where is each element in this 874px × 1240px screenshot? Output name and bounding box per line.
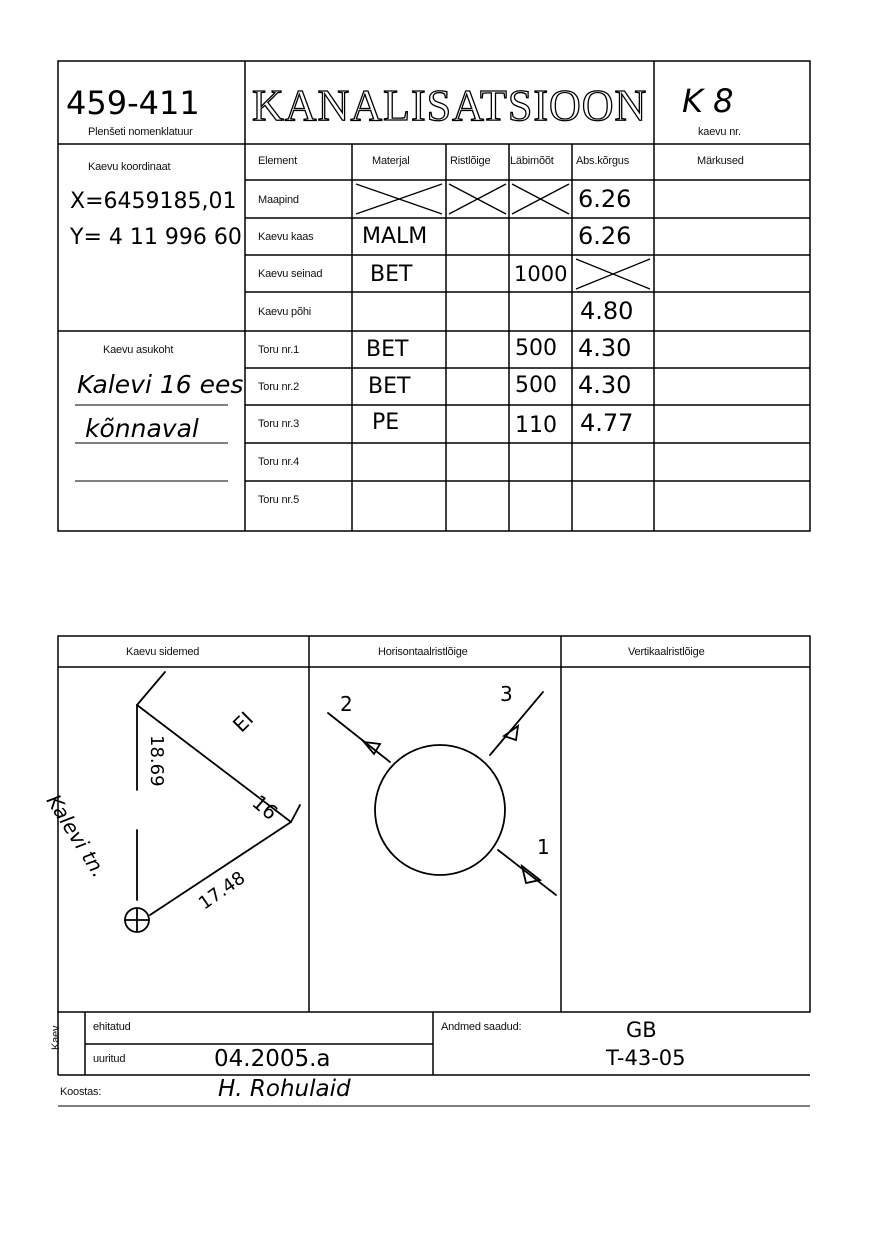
well-number-value: K 8 — [682, 82, 734, 120]
table-cell-materjal: PE — [372, 410, 400, 435]
coordinate-y: Y= 4 11 996 60 — [70, 225, 242, 250]
location-label: Kaevu asukoht — [103, 344, 174, 356]
table-cell-materjal: MALM — [362, 224, 428, 249]
footer-surveyed-label: uuritud — [93, 1053, 126, 1065]
table-row-element: Toru nr.1 — [258, 344, 300, 356]
col-header-materjal: Materjal — [372, 155, 410, 167]
table-cell-labimoot: 500 — [515, 336, 557, 361]
table-cell-labimoot: 110 — [515, 413, 557, 438]
footer-side-label: Kaev — [50, 1025, 62, 1050]
col-header-element: Element — [258, 155, 297, 167]
table-row-element: Toru nr.4 — [258, 456, 300, 468]
table-row-element: Toru nr.5 — [258, 494, 300, 506]
footer-data-label: Andmed saadud: — [441, 1021, 522, 1033]
table-cell-materjal: BET — [366, 337, 409, 362]
footer-author-label: Koostas: — [60, 1086, 102, 1098]
location-line-2: kõnnaval — [85, 414, 199, 443]
street-name: Kalevi tn. — [41, 790, 112, 882]
panel-title-links: Kaevu sidemed — [126, 646, 200, 658]
nomenclature-label: Plenšeti nomenklatuur — [88, 126, 193, 138]
table-cell-abs: 6.26 — [578, 185, 632, 213]
table-row-element: Kaevu põhi — [258, 306, 312, 318]
pipe-3-label: 3 — [500, 682, 513, 706]
house-label-a: EI — [228, 706, 259, 737]
col-header-abs-korgus: Abs.kõrgus — [576, 155, 630, 167]
table-cell-abs: 6.26 — [578, 222, 632, 250]
table-cell-abs: 4.30 — [578, 371, 632, 399]
panel-title-horizontal: Horisontaalristlõige — [378, 646, 468, 658]
table-cell-labimoot: 1000 — [514, 262, 568, 286]
footer-surveyed-value: 04.2005.a — [214, 1046, 331, 1072]
coordinates-label: Kaevu koordinaat — [88, 161, 171, 173]
pipe-2-label: 2 — [340, 692, 353, 716]
nomenclature-value: 459-411 — [66, 84, 200, 122]
table-row-element: Toru nr.3 — [258, 418, 300, 430]
col-header-labimoot: Läbimõõt — [510, 155, 554, 167]
well-cross-section-circle — [375, 745, 505, 875]
table-cell-labimoot: 500 — [515, 373, 557, 398]
coordinate-x: X=6459185,01 — [70, 189, 237, 214]
distance-1: 18.69 — [146, 735, 167, 787]
house-label-b: 16 — [247, 790, 283, 825]
footer-author-value: H. Rohulaid — [218, 1076, 351, 1102]
form-title: KANALISATSIOON — [252, 81, 648, 130]
table-row-element: Toru nr.2 — [258, 381, 300, 393]
table-cell-abs: 4.80 — [580, 297, 634, 325]
table-cell-abs: 4.30 — [578, 334, 632, 362]
table-cell-abs: 4.77 — [580, 409, 634, 437]
table-row-element: Kaevu kaas — [258, 231, 314, 243]
col-header-ristloige: Ristlõige — [450, 155, 491, 167]
panel-title-vertical: Vertikaalristlõige — [628, 646, 705, 658]
table-cell-materjal: BET — [368, 374, 411, 399]
col-header-markused: Märkused — [697, 155, 744, 167]
footer-built-label: ehitatud — [93, 1021, 131, 1033]
table-row-element: Maapind — [258, 194, 299, 206]
distance-2: 17.48 — [195, 867, 250, 915]
table-row-element: Kaevu seinad — [258, 268, 323, 280]
well-number-label: kaevu nr. — [698, 126, 741, 138]
table-cell-materjal: BET — [370, 262, 413, 287]
pipe-1-label: 1 — [537, 835, 550, 859]
sketch-frame — [58, 636, 810, 1012]
footer-data-value-2: T-43-05 — [606, 1046, 686, 1070]
footer-data-value-1: GB — [626, 1018, 657, 1042]
location-line-1: Kalevi 16 ees — [77, 370, 244, 399]
